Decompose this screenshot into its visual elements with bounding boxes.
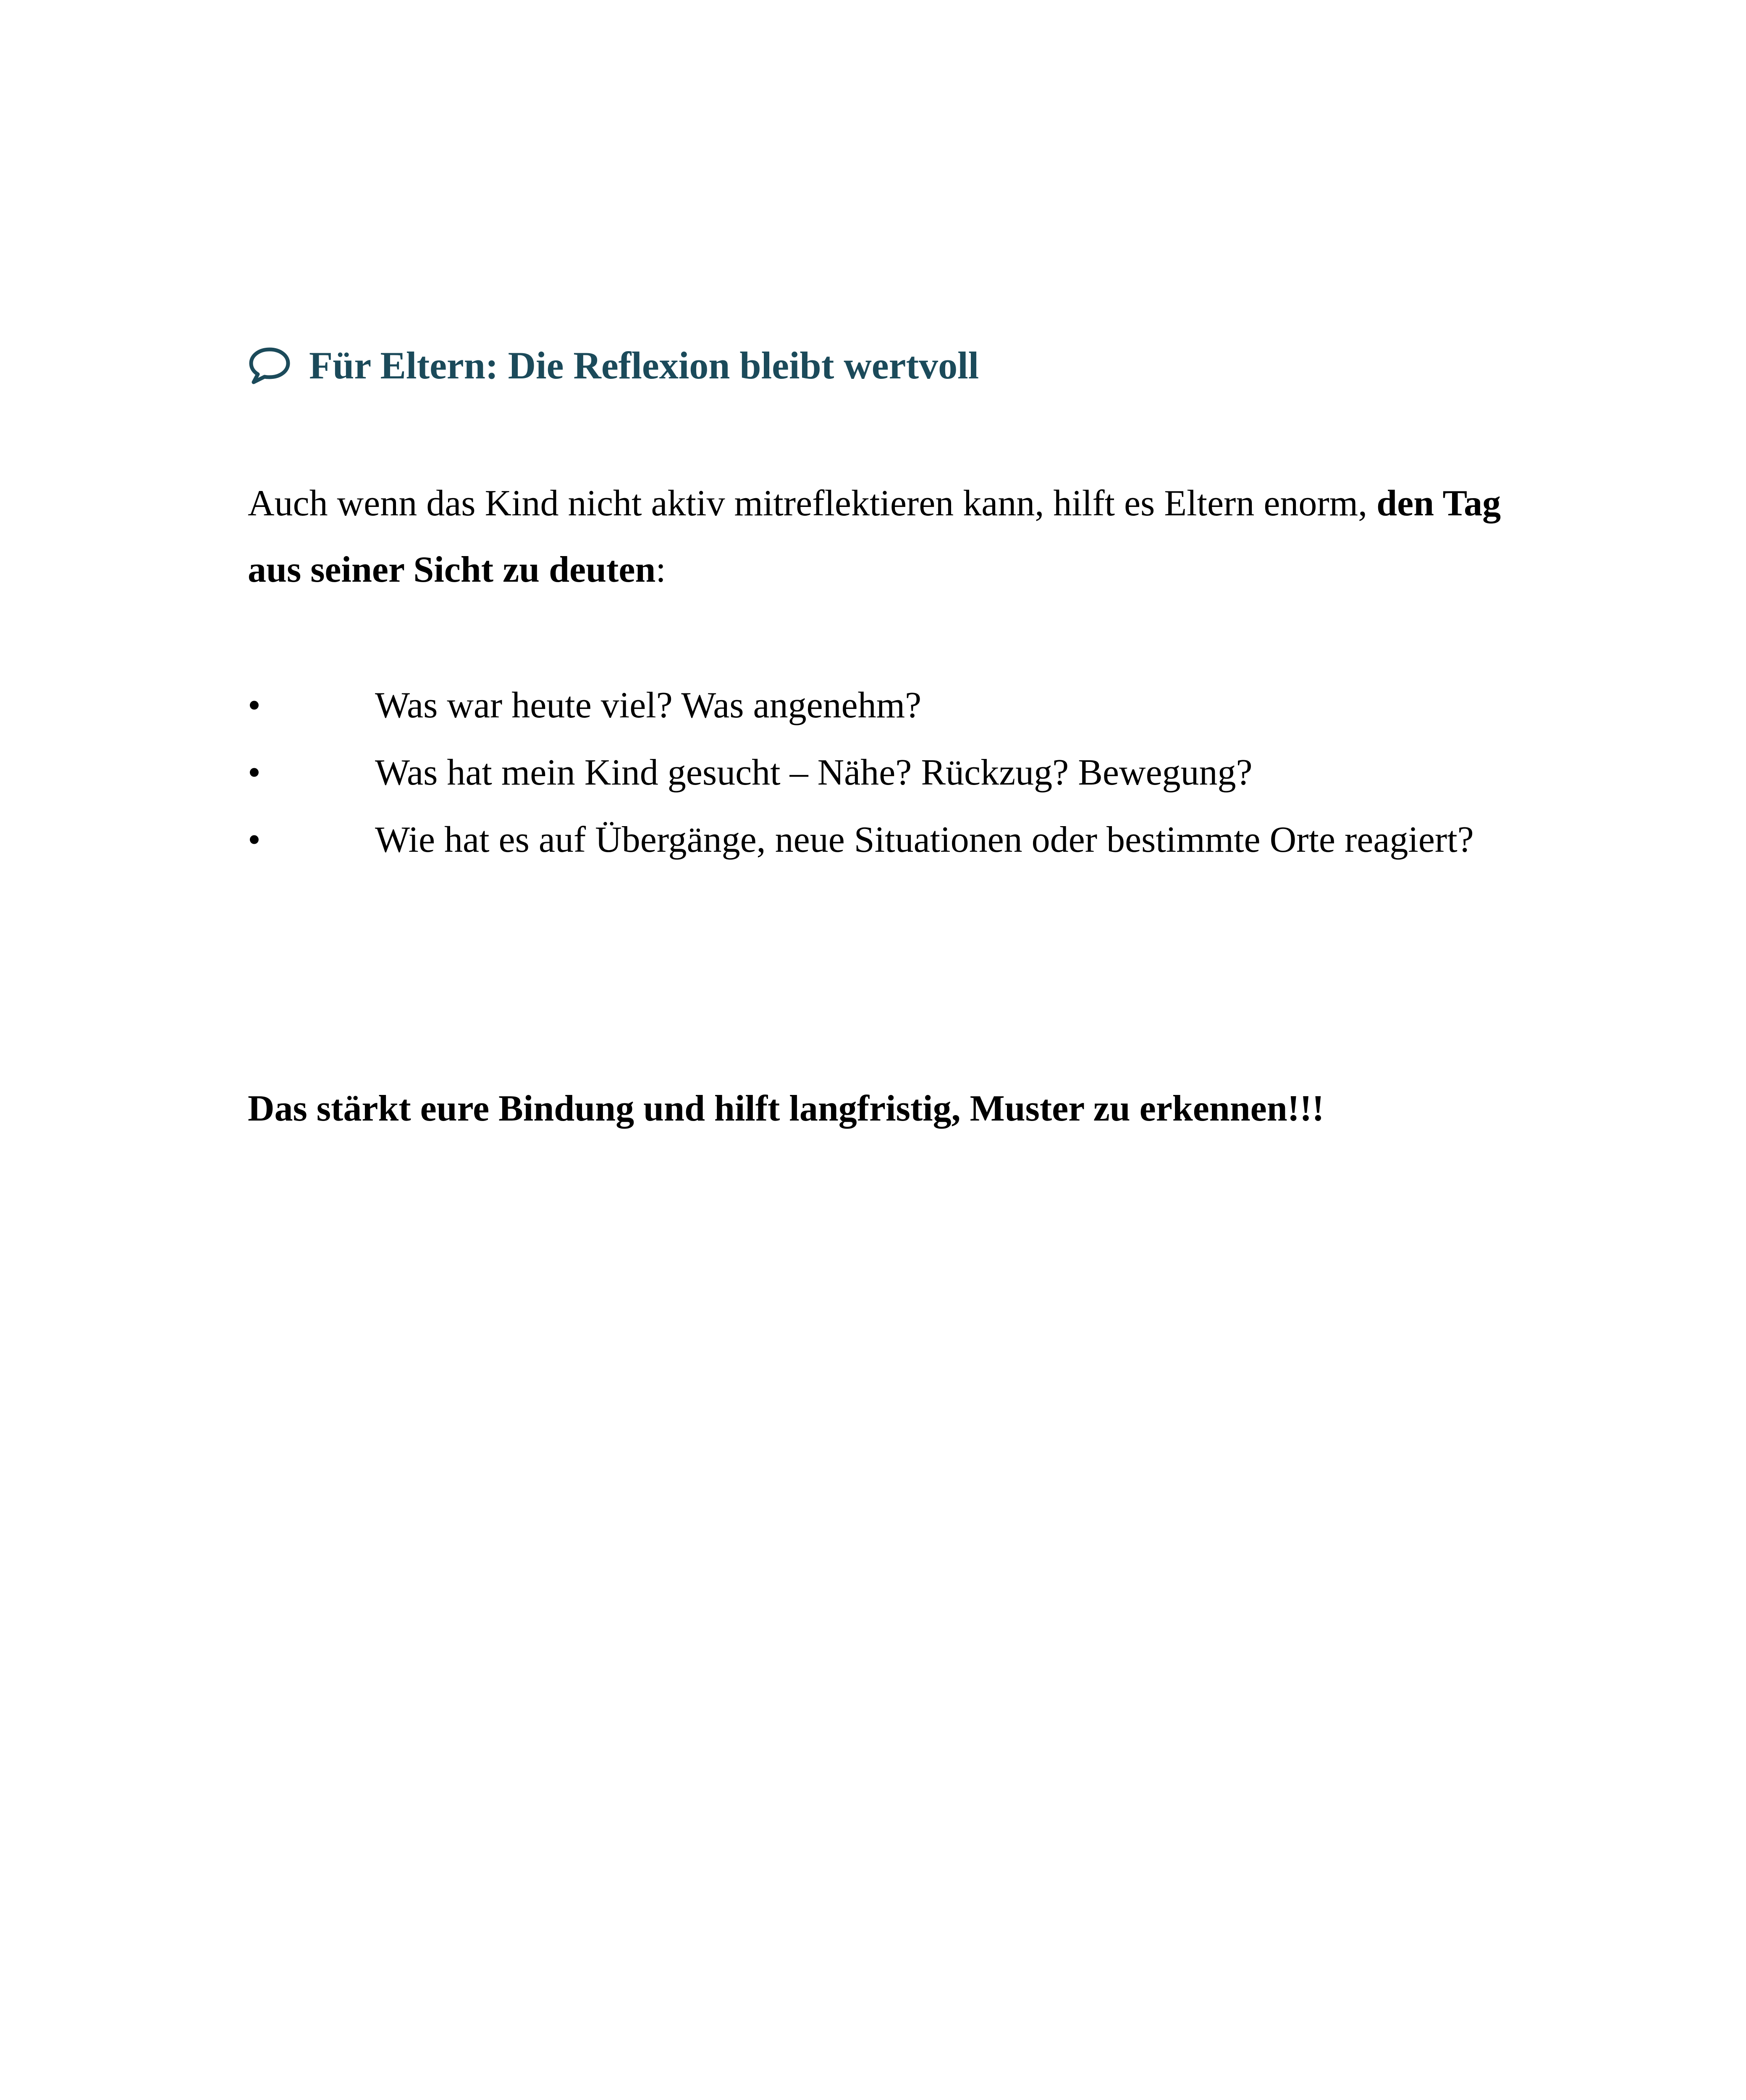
list-item-text: Wie hat es auf Übergänge, neue Situationen oder bestimmte Orte reagiert?: [375, 819, 1474, 860]
list-item: [248, 672, 1549, 739]
question-list: [248, 672, 1549, 874]
intro-colon: :: [655, 549, 666, 590]
intro-paragraph: [248, 470, 1549, 603]
list-item: [248, 739, 1549, 806]
list-item-text: Was war heute viel? Was angenehm?: [375, 685, 922, 726]
section-heading: [248, 336, 979, 395]
intro-text: Auch wenn das Kind nicht aktiv mitreflektieren kann, hilft es Eltern enorm,: [248, 483, 1377, 524]
bullet-marker: •: [248, 819, 261, 860]
speech-bubble-icon: [248, 346, 291, 385]
list-item: [248, 806, 1549, 874]
bullet-marker: •: [248, 752, 261, 793]
intro-emphasis: den Tag aus seiner Sicht zu deuten: [248, 483, 1501, 590]
bullet-marker: •: [248, 685, 261, 726]
list-item-text: Was hat mein Kind gesucht – Nähe? Rückzug? Bewegung?: [375, 752, 1253, 793]
closing-statement: Das stärkt eure Bindung und hilft langfristig, Muster zu erkennen!!!: [248, 1088, 1324, 1129]
section-title: Für Eltern: Die Reflexion bleibt wertvoll: [309, 344, 979, 387]
